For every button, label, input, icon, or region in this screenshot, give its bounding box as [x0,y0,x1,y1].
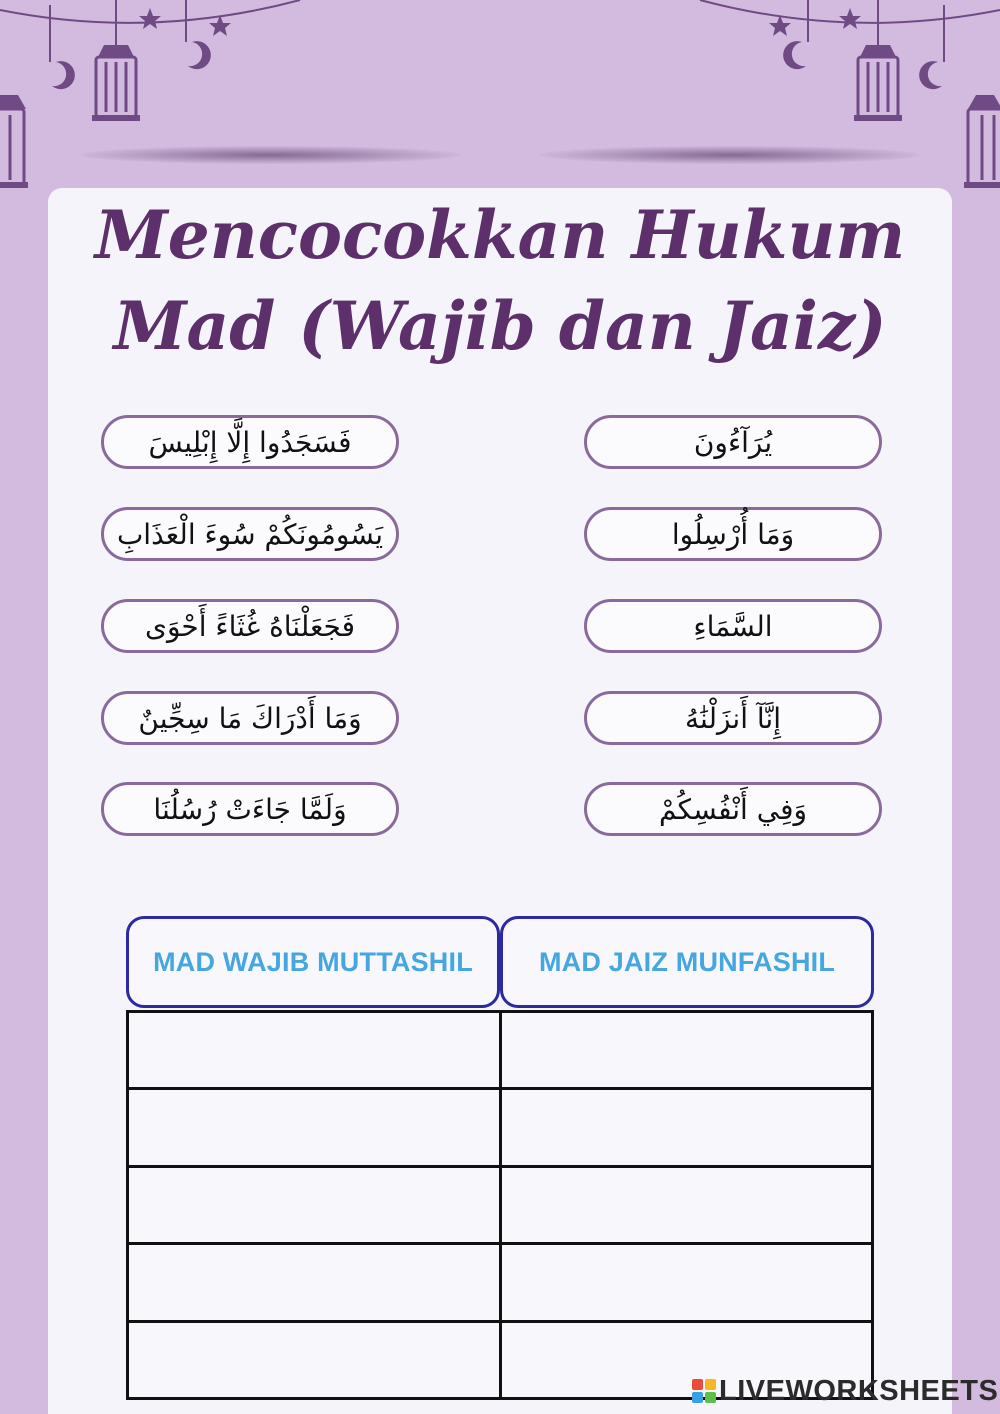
lantern-icon [92,45,140,121]
crescent-moon-icon [52,61,75,89]
answer-option[interactable]: وَمَا أُرْسِلُوا [584,507,882,561]
lantern-icon [964,95,1000,188]
liveworksheets-logo-icon [692,1379,716,1403]
table-row [128,1089,873,1166]
answer-option[interactable]: وَمَا أَدْرَاكَ مَا سِجِّينٌ [101,691,399,745]
drop-zone-mad-wajib[interactable] [128,1244,501,1321]
drop-zone-mad-wajib[interactable] [128,1089,501,1166]
drop-zone-mad-wajib[interactable] [128,1166,501,1243]
liveworksheets-watermark[interactable] [692,1374,998,1408]
table-row [128,1244,873,1321]
worksheet-title-line-1: Mencocokkan Hukum [94,196,906,274]
category-header-mad-jaiz: MAD JAIZ MUNFASHIL [500,916,874,1008]
crescent-moon-icon [919,61,942,89]
answer-option[interactable]: إِنَّآ أَنزَلْنَٰهُ [584,691,882,745]
star-icon [839,8,861,29]
star-icon [139,8,161,29]
answer-option[interactable]: فَسَجَدُوا إِلَّا إِبْلِيسَ [101,415,399,469]
drop-zone-mad-wajib[interactable] [128,1321,501,1398]
worksheet-title-line-2: Mad (Wajib dan Jaiz) [113,287,887,365]
category-header-mad-wajib: MAD WAJIB MUTTASHIL [126,916,500,1008]
crescent-moon-icon [783,41,806,69]
answer-option[interactable]: فَجَعَلْنَاهُ غُثَاءً أَحْوَى [101,599,399,653]
watermark-text: LIVEWORKSHEETS [719,1374,999,1407]
shadow-divider [540,146,920,164]
crescent-moon-icon [188,41,211,69]
lantern-icon [854,45,902,121]
drop-zone-mad-jaiz[interactable] [500,1244,873,1321]
drop-zone-mad-jaiz[interactable] [500,1012,873,1089]
table-row [128,1166,873,1243]
answer-option[interactable]: يَسُومُونَكُمْ سُوءَ الْعَذَابِ [101,507,399,561]
drop-zone-mad-wajib[interactable] [128,1012,501,1089]
answer-option[interactable]: السَّمَاءِ [584,599,882,653]
drop-zone-mad-jaiz[interactable] [500,1089,873,1166]
answer-option[interactable]: يُرَآءُونَ [584,415,882,469]
answer-grid [126,1010,874,1400]
answer-option[interactable]: وَلَمَّا جَاءَتْ رُسُلُنَا [101,782,399,836]
table-row [128,1012,873,1089]
shadow-divider [80,146,460,164]
answer-option[interactable]: وَفِي أَنْفُسِكُمْ [584,782,882,836]
lantern-icon [0,95,28,188]
drop-zone-mad-jaiz[interactable] [500,1166,873,1243]
ramadan-ornament-decoration [0,0,1000,200]
